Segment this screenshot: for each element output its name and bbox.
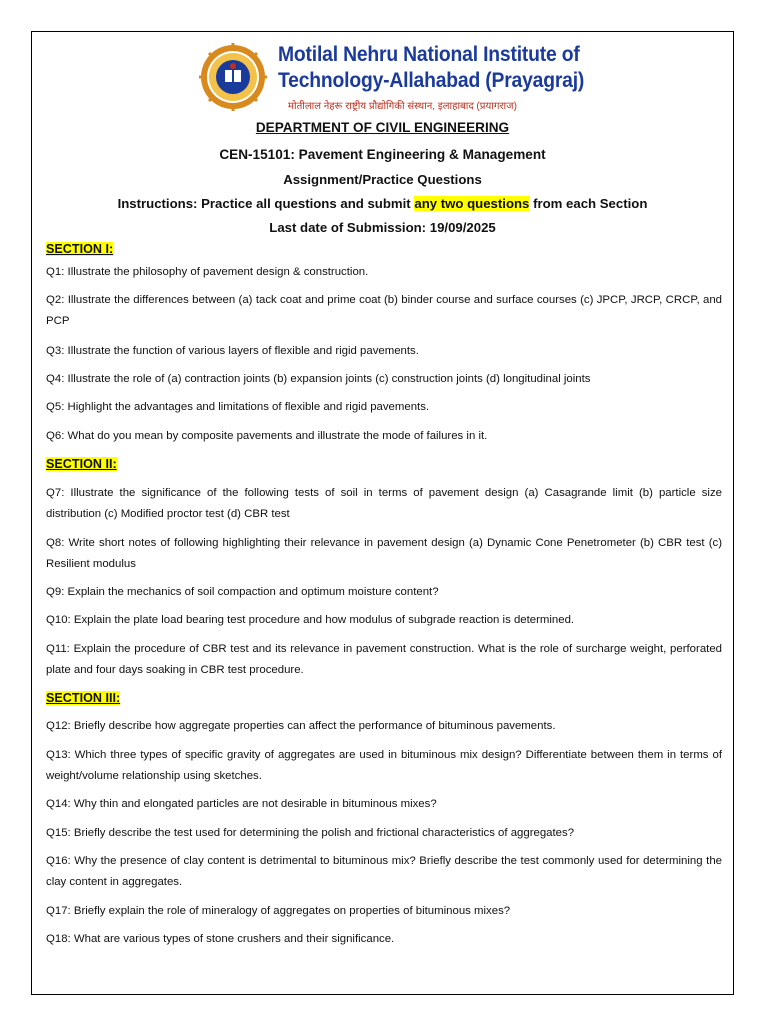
section-heading: SECTION I: [46, 242, 114, 256]
question-item: Q18: What are various types of stone crushers and their significance. [46, 933, 395, 945]
question-item: Q1: Illustrate the philosophy of pavement design & construction. [46, 266, 369, 278]
question-item: Q10: Explain the plate load bearing test procedure and how modulus of subgrade reaction is determined. [46, 614, 575, 626]
question-item: Q16: Why the presence of clay content is detrimental to bituminous mix? Briefly describe the test commonly used for determining the clay content in aggregates. [46, 855, 722, 888]
institute-logo-icon [198, 42, 268, 112]
question-item: Q8: Write short notes of following highlighting their relevance in pavement design (a) Dynamic Cone Penetrometer (b) CBR test (c) Resilient modulus [46, 537, 722, 570]
instructions-pre: Instructions: Practice all questions and submit [117, 196, 415, 211]
instructions-post: from each Section [529, 196, 648, 211]
section-heading: SECTION II: [46, 457, 117, 471]
question-item: Q2: Illustrate the differences between (a) tack coat and prime coat (b) binder course and surface courses (c) JPCP, JRCP, CRCP, and PCP [46, 294, 722, 327]
section-heading: SECTION III: [46, 691, 121, 705]
question-item: Q13: Which three types of specific gravity of aggregates are used in bituminous mix design? Differentiate between them in terms of weight/volume relationship using sketches. [46, 749, 722, 782]
question-item: Q5: Highlight the advantages and limitations of flexible and rigid pavements. [46, 401, 430, 413]
institute-name-line1: Motilal Nehru National Institute of [278, 43, 580, 66]
question-item: Q15: Briefly describe the test used for determining the polish and frictional characteristics of aggregates? [46, 827, 575, 839]
assignment-title: Assignment/Practice Questions [283, 172, 482, 187]
question-item: Q6: What do you mean by composite pavements and illustrate the mode of failures in it. [46, 430, 488, 442]
question-item: Q14: Why thin and elongated particles are not desirable in bituminous mixes? [46, 798, 437, 810]
department-title: DEPARTMENT OF CIVIL ENGINEERING [255, 120, 510, 135]
institute-name [278, 42, 584, 94]
question-item: Q4: Illustrate the role of (a) contraction joints (b) expansion joints (c) construction joints (d) longitudinal joints [46, 373, 591, 385]
question-item: Q9: Explain the mechanics of soil compaction and optimum moisture content? [46, 586, 439, 598]
question-item: Q17: Briefly explain the role of mineralogy of aggregates on properties of bituminous mixes? [46, 905, 511, 917]
instructions [31, 196, 734, 211]
course-title: CEN-15101: Pavement Engineering & Management [219, 147, 546, 162]
institute-name-hindi: मोतीलाल नेहरू राष्ट्रीय प्रौद्योगिकी संस्थान, इलाहाबाद (प्रयागराज) [288, 101, 517, 112]
question-item: Q11: Explain the procedure of CBR test and its relevance in pavement construction. What is the role of surcharge weight, perforated plate and four days soaking in CBR test procedure. [46, 643, 722, 676]
submission-date: Last date of Submission: 19/09/2025 [269, 220, 496, 235]
question-item: Q12: Briefly describe how aggregate properties can affect the performance of bituminous pavements. [46, 720, 556, 732]
institute-header [198, 40, 585, 115]
institute-name-line2: Technology-Allahabad (Prayagraj) [278, 69, 585, 92]
question-item: Q3: Illustrate the function of various layers of flexible and rigid pavements. [46, 345, 419, 357]
instructions-highlight: any two questions [414, 196, 530, 211]
question-item: Q7: Illustrate the significance of the following tests of soil in terms of pavement design (a) Casagrande limit (b) particle size distribution (c) Modified proctor test (d) CBR test [46, 487, 722, 520]
